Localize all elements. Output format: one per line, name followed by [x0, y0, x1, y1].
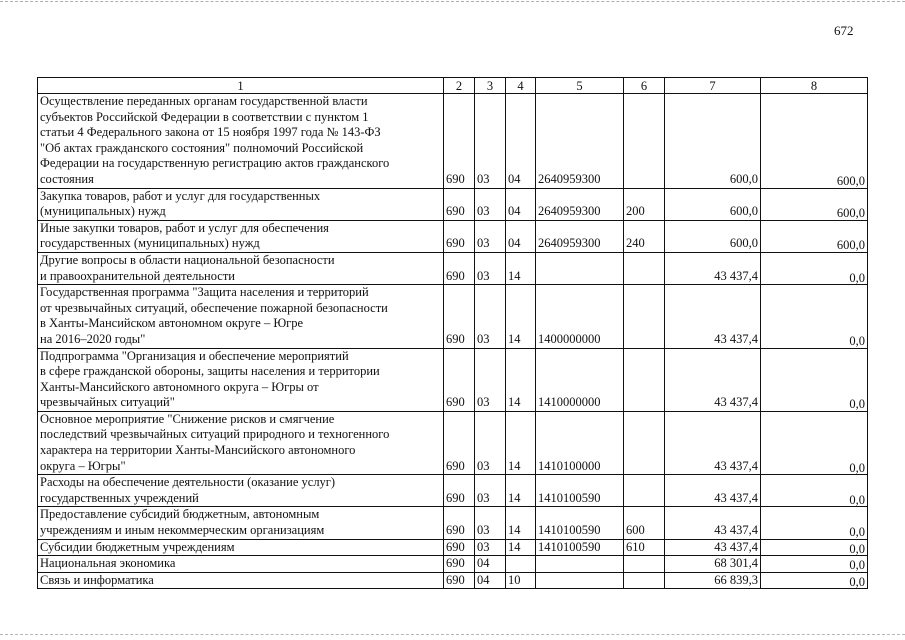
- row-target-article: 1410100590: [536, 539, 624, 556]
- row-name: [38, 572, 444, 589]
- row-amount-2: 0,0: [761, 477, 868, 509]
- row-grbs-code: 690: [444, 285, 475, 348]
- row-amount-2: 600,0: [761, 190, 868, 222]
- row-name-text: Иные закупки товаров, работ и услуг для обеспечения государственных (муниципальных) нужд: [40, 220, 329, 251]
- row-subsection-code: 14: [506, 411, 536, 474]
- col-header-7: 7: [665, 78, 761, 94]
- row-section-code: 03: [475, 220, 506, 252]
- row-name: [38, 556, 444, 573]
- row-amount-2: 0,0: [761, 350, 868, 413]
- table-row: [38, 507, 868, 539]
- row-target-article: [536, 252, 624, 284]
- row-amount-2: 0,0: [761, 254, 868, 286]
- row-name: [38, 94, 444, 189]
- row-grbs-code: 690: [444, 507, 475, 539]
- row-expense-type: [624, 348, 665, 411]
- row-section-code: 04: [475, 556, 506, 573]
- row-subsection-code: 14: [506, 507, 536, 539]
- table-row: [38, 220, 868, 252]
- row-name-text: Осуществление переданных органам государственной власти субъектов Российской Федерации в соответствии с пунктом 1 статьи 4 Федерального закона от 15 ноября 1997 года № 143-ФЗ "Об актах гражданского состояния" полномочий Российской Федерации на государственную регистрацию актов гражданского состояния: [40, 94, 390, 186]
- row-section-code: 03: [475, 252, 506, 284]
- row-amount-1: 43 437,4: [665, 411, 761, 474]
- table-row: [38, 539, 868, 556]
- page-number: 672: [834, 23, 854, 38]
- row-target-article: [536, 556, 624, 573]
- row-amount-1: 66 839,3: [665, 572, 761, 589]
- row-target-article: 1410100000: [536, 411, 624, 474]
- row-amount-1: 68 301,4: [665, 556, 761, 573]
- row-subsection-code: 14: [506, 475, 536, 507]
- row-expense-type: 240: [624, 220, 665, 252]
- row-amount-1: 43 437,4: [665, 285, 761, 348]
- row-name: [38, 285, 444, 348]
- row-amount-1: 43 437,4: [665, 252, 761, 284]
- row-target-article: [536, 572, 624, 589]
- row-expense-type: 610: [624, 539, 665, 556]
- row-name-text: Закупка товаров, работ и услуг для государственных (муниципальных) нужд: [40, 188, 321, 219]
- row-section-code: 04: [475, 572, 506, 589]
- table-row: [38, 188, 868, 220]
- row-subsection-code: [506, 556, 536, 573]
- row-amount-2: 0,0: [761, 287, 868, 350]
- row-expense-type: [624, 556, 665, 573]
- row-section-code: 03: [475, 411, 506, 474]
- row-expense-type: [624, 475, 665, 507]
- row-amount-2: 600,0: [761, 222, 868, 254]
- row-amount-1: 43 437,4: [665, 507, 761, 539]
- row-name-text: Связь и информатика: [40, 572, 154, 587]
- row-subsection-code: 14: [506, 285, 536, 348]
- row-amount-2: 0,0: [761, 558, 868, 575]
- row-name: [38, 411, 444, 474]
- row-name-text: Другие вопросы в области национальной безопасности и правоохранительной деятельности: [40, 252, 335, 283]
- col-header-2: 2: [444, 78, 475, 94]
- row-grbs-code: 690: [444, 188, 475, 220]
- row-amount-1: 43 437,4: [665, 539, 761, 556]
- row-name: [38, 539, 444, 556]
- row-grbs-code: 690: [444, 252, 475, 284]
- row-name: [38, 188, 444, 220]
- row-name-text: Национальная экономика: [40, 556, 176, 571]
- row-grbs-code: 690: [444, 220, 475, 252]
- row-subsection-code: 14: [506, 252, 536, 284]
- col-header-1: 1: [38, 78, 444, 94]
- row-target-article: 1410100590: [536, 507, 624, 539]
- col-header-3: 3: [475, 78, 506, 94]
- row-target-article: 2640959300: [536, 188, 624, 220]
- row-subsection-code: 14: [506, 539, 536, 556]
- col-header-5: 5: [536, 78, 624, 94]
- table-row: [38, 475, 868, 507]
- row-subsection-code: 10: [506, 572, 536, 589]
- row-amount-2: 0,0: [761, 509, 868, 541]
- row-amount-1: 600,0: [665, 220, 761, 252]
- row-section-code: 03: [475, 94, 506, 189]
- row-grbs-code: 690: [444, 572, 475, 589]
- row-grbs-code: 690: [444, 94, 475, 189]
- row-name-text: Субсидии бюджетным учреждениям: [40, 539, 235, 554]
- row-target-article: 1410100590: [536, 475, 624, 507]
- scan-edge-bottom: [0, 634, 905, 636]
- row-subsection-code: 04: [506, 94, 536, 189]
- row-expense-type: [624, 94, 665, 189]
- row-name-text: Основное мероприятие "Снижение рисков и смягчение последствий чрезвычайных ситуаций природного и техногенного характера на территории Ханты-Мансийского автономного округа – Югры": [40, 411, 390, 473]
- table-row: [38, 94, 868, 189]
- row-target-article: 1410000000: [536, 348, 624, 411]
- table-row: [38, 411, 868, 474]
- col-header-4: 4: [506, 78, 536, 94]
- row-section-code: 03: [475, 539, 506, 556]
- row-amount-1: 600,0: [665, 188, 761, 220]
- table-row: [38, 572, 868, 589]
- row-name-text: Подпрограмма "Организация и обеспечение мероприятий в сфере гражданской обороны, защиты населения и территории Ханты-Мансийского автономного округа – Югры от чрезвычайных ситуаций": [40, 348, 380, 410]
- table-row: [38, 348, 868, 411]
- row-grbs-code: 690: [444, 348, 475, 411]
- budget-table: [37, 77, 868, 589]
- row-grbs-code: 690: [444, 539, 475, 556]
- row-name-text: Предоставление субсидий бюджетным, автономным учреждениям и иным некоммерческим организациям: [40, 507, 325, 538]
- row-expense-type: [624, 411, 665, 474]
- row-expense-type: [624, 285, 665, 348]
- row-expense-type: [624, 252, 665, 284]
- row-amount-2: 0,0: [761, 541, 868, 558]
- row-subsection-code: 04: [506, 188, 536, 220]
- row-subsection-code: 14: [506, 348, 536, 411]
- row-grbs-code: 690: [444, 475, 475, 507]
- row-target-article: 1400000000: [536, 285, 624, 348]
- row-target-article: 2640959300: [536, 94, 624, 189]
- row-grbs-code: 690: [444, 411, 475, 474]
- table-row: [38, 252, 868, 284]
- row-amount-2: 600,0: [761, 96, 868, 191]
- row-name: [38, 348, 444, 411]
- row-name: [38, 252, 444, 284]
- row-amount-2: 0,0: [761, 413, 868, 476]
- row-target-article: 2640959300: [536, 220, 624, 252]
- row-subsection-code: 04: [506, 220, 536, 252]
- scan-edge-top: [0, 1, 905, 3]
- col-header-8: 8: [761, 78, 868, 94]
- row-grbs-code: 690: [444, 556, 475, 573]
- row-section-code: 03: [475, 188, 506, 220]
- row-section-code: 03: [475, 507, 506, 539]
- row-amount-1: 43 437,4: [665, 348, 761, 411]
- row-amount-1: 600,0: [665, 94, 761, 189]
- header-row: [38, 78, 868, 94]
- row-expense-type: 200: [624, 188, 665, 220]
- row-section-code: 03: [475, 475, 506, 507]
- row-name: [38, 475, 444, 507]
- col-header-6: 6: [624, 78, 665, 94]
- table-row: [38, 556, 868, 573]
- row-name: [38, 220, 444, 252]
- row-name: [38, 507, 444, 539]
- row-amount-2: 0,0: [761, 574, 868, 591]
- row-section-code: 03: [475, 348, 506, 411]
- row-expense-type: 600: [624, 507, 665, 539]
- table-row: [38, 285, 868, 348]
- row-name-text: Государственная программа "Защита населения и территорий от чрезвычайных ситуаций, обеспечение пожарной безопасности в Ханты-Мансийском автономном округе – Югре на 2016–2020 годы": [40, 285, 388, 346]
- row-section-code: 03: [475, 285, 506, 348]
- row-name-text: Расходы на обеспечение деятельности (оказание услуг) государственных учреждений: [40, 475, 336, 505]
- row-expense-type: [624, 572, 665, 589]
- row-amount-1: 43 437,4: [665, 475, 761, 507]
